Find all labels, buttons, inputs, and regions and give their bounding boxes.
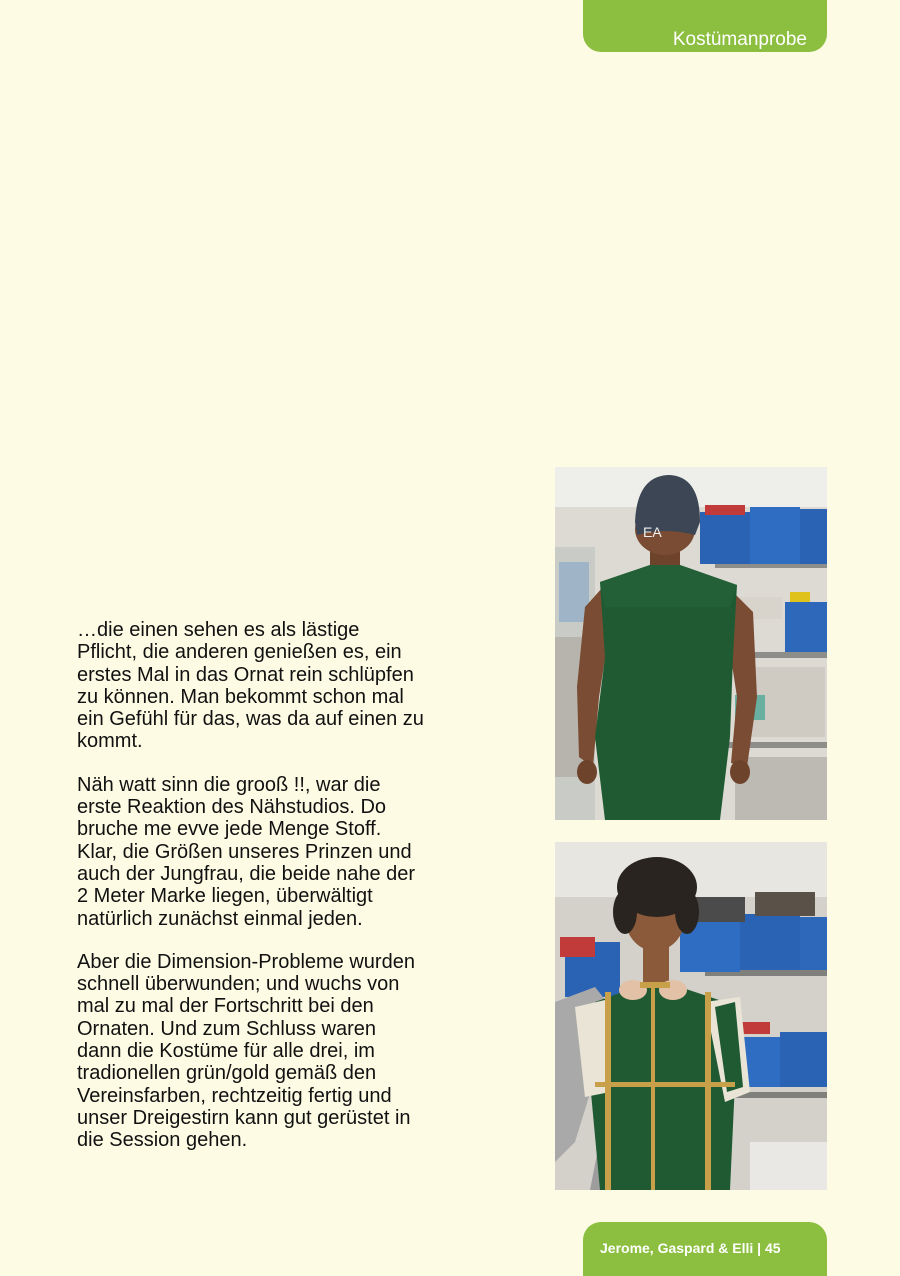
section-tab bbox=[583, 0, 827, 52]
article-body bbox=[77, 619, 477, 1173]
article-paragraph-2: Näh watt sinn die grooß !!, war die erste Reaktion des Nähstudios. Do bruche me evve jede Menge Stoff. Klar, die Größen unseres Prinzen und auch der Jungfrau, die beide nahe der 2 Meter Marke liegen, überwältigt natürlich zunächst einmal jeden. bbox=[77, 773, 416, 930]
photo-gold-trim-costume-fitting bbox=[555, 842, 827, 1190]
cap-text: EA bbox=[643, 524, 662, 540]
article-paragraph-1: …die einen sehen es als lästige Pflicht, die anderen genießen es, ein erstes Mal in das Ornat rein schlüpfen zu können. Man bekommt schon mal ein Gefühl für das, was da auf einen zu kommt. bbox=[77, 619, 424, 753]
page-footer-label: Jerome, Gaspard & Elli | 45 bbox=[600, 1240, 781, 1256]
footer-tab bbox=[583, 1222, 827, 1276]
section-label: Kostümanprobe bbox=[672, 29, 807, 50]
photo-green-tunic-fitting bbox=[555, 467, 827, 820]
article-paragraph-3: Aber die Dimension-Probleme wurden schnell überwunden; und wuchs von mal zu mal der Fortschritt bei den Ornaten. Und zum Schluss waren dann die Kostüme für alle drei, im tradionellen grün/gold gemäß den Vereinsfarben, rechtzeitig fertig und unser Dreigestirn kann gut gerüstet in die Session gehen. bbox=[77, 950, 415, 1152]
